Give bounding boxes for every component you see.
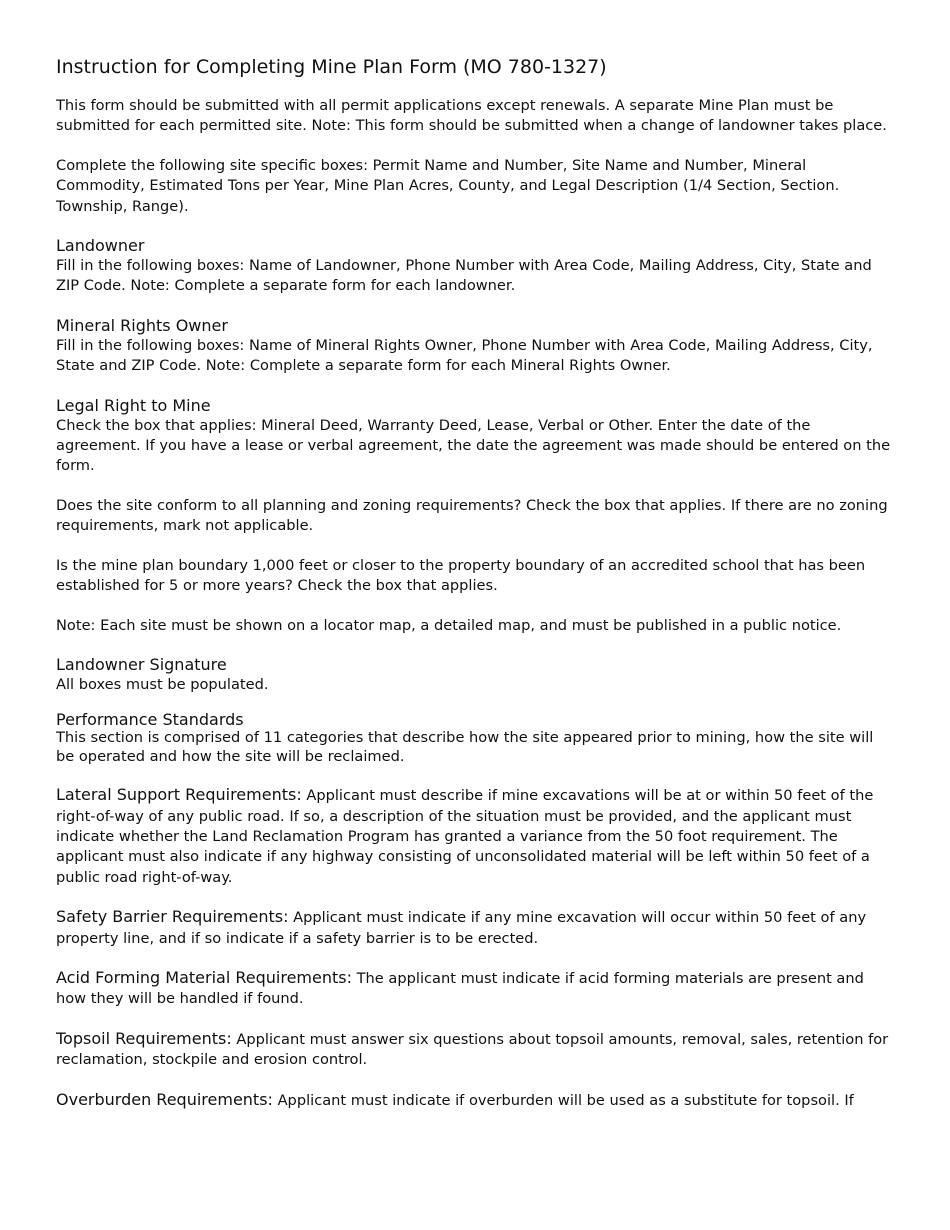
lateral-support-paragraph <box>56 785 894 888</box>
intro-paragraph: This form should be submitted with all permit applications except renewals. A separate Mine Plan must be submitted for each permitted site. Note: This form should be submitted when a change of landowner takes place. <box>56 97 887 135</box>
overburden-paragraph <box>56 1090 894 1111</box>
page-title: Instruction for Completing Mine Plan Form (MO 780-1327) <box>56 56 607 78</box>
lateral-support-text: Applicant must describe if mine excavations will be at or within 50 feet of the right-of-way of any public road. If so, a description of the situation must be provided, and the applicant must indicate whether the Land Reclamation Program has granted a variance from the 50 foot requirement. The applicant must also indicate if any highway consisting of unconsolidated material will be left within 50 feet of a public road right-of-way. <box>56 787 874 886</box>
landowner-signature-heading: Landowner Signature <box>56 654 227 674</box>
legal-right-heading: Legal Right to Mine <box>56 395 211 415</box>
safety-barrier-text: Applicant must indicate if any mine excavation will occur within 50 feet of any property line, and if so indicate if a safety barrier is to be erected. <box>56 909 867 947</box>
topsoil-label: Topsoil Requirements: <box>56 1028 232 1048</box>
acid-forming-text: The applicant must indicate if acid forming materials are present and how they will be handled if found. <box>56 969 864 1008</box>
performance-standards-heading: Performance Standards <box>56 710 244 730</box>
topsoil-paragraph <box>56 1029 894 1071</box>
topsoil-text: Applicant must answer six questions about topsoil amounts, removal, sales, retention for reclamation, stockpile and erosion control. <box>56 1030 889 1069</box>
performance-standards-text: This section is comprised of 11 categories that describe how the site appeared prior to mining, how the site will be operated and how the site will be reclaimed. <box>56 729 874 765</box>
safety-barrier-label: Safety Barrier Requirements: <box>56 907 289 927</box>
performance-standards-section <box>56 711 894 766</box>
lateral-support-label: Lateral Support Requirements: <box>56 785 302 805</box>
legal-right-section <box>56 396 894 477</box>
landowner-text: Fill in the following boxes: Name of Landowner, Phone Number with Area Code, Mailing Address, City, State and ZIP Code. Note: Complete a separate form for each landowner. <box>56 257 872 295</box>
site-boxes-paragraph: Complete the following site specific boxes: Permit Name and Number, Site Name and Number, Mineral Commodity, Estimated Tons per Year, Mine Plan Acres, County, and Legal Description (1/4 Section, Section. Township, Range). <box>56 156 840 215</box>
mineral-rights-text: Fill in the following boxes: Name of Mineral Rights Owner, Phone Number with Area Code, Mailing Address, City, State and ZIP Code. Note: Complete a separate form for each Mineral Rights Owner. <box>56 336 873 375</box>
landowner-signature-section <box>56 655 894 695</box>
zoning-paragraph: Does the site conform to all planning and zoning requirements? Check the box that applies. If there are no zoning requirements, mark not applicable. <box>56 496 888 535</box>
mineral-rights-heading: Mineral Rights Owner <box>56 315 228 335</box>
acid-forming-label: Acid Forming Material Requirements: <box>56 967 352 987</box>
landowner-section <box>56 236 894 297</box>
school-paragraph: Is the mine plan boundary 1,000 feet or closer to the property boundary of an accredited school that has been established for 5 or more years? Check the box that applies. <box>56 556 866 595</box>
overburden-text: Applicant must indicate if overburden will be used as a substitute for topsoil. If <box>272 1091 854 1109</box>
safety-barrier-paragraph <box>56 907 894 949</box>
acid-forming-paragraph <box>56 968 894 1010</box>
document-page <box>56 54 894 1130</box>
landowner-heading: Landowner <box>56 236 145 256</box>
landowner-signature-text: All boxes must be populated. <box>56 675 269 693</box>
overburden-label: Overburden Requirements: <box>56 1089 273 1109</box>
legal-right-text: Check the box that applies: Mineral Deed, Warranty Deed, Lease, Verbal or Other. Enter the date of the agreement. If you have a lease or verbal agreement, the date the agreement was made should be entered on the form. <box>56 416 891 475</box>
map-note-paragraph: Note: Each site must be shown on a locator map, a detailed map, and must be published in a public notice. <box>56 616 842 634</box>
mineral-rights-section <box>56 316 894 377</box>
